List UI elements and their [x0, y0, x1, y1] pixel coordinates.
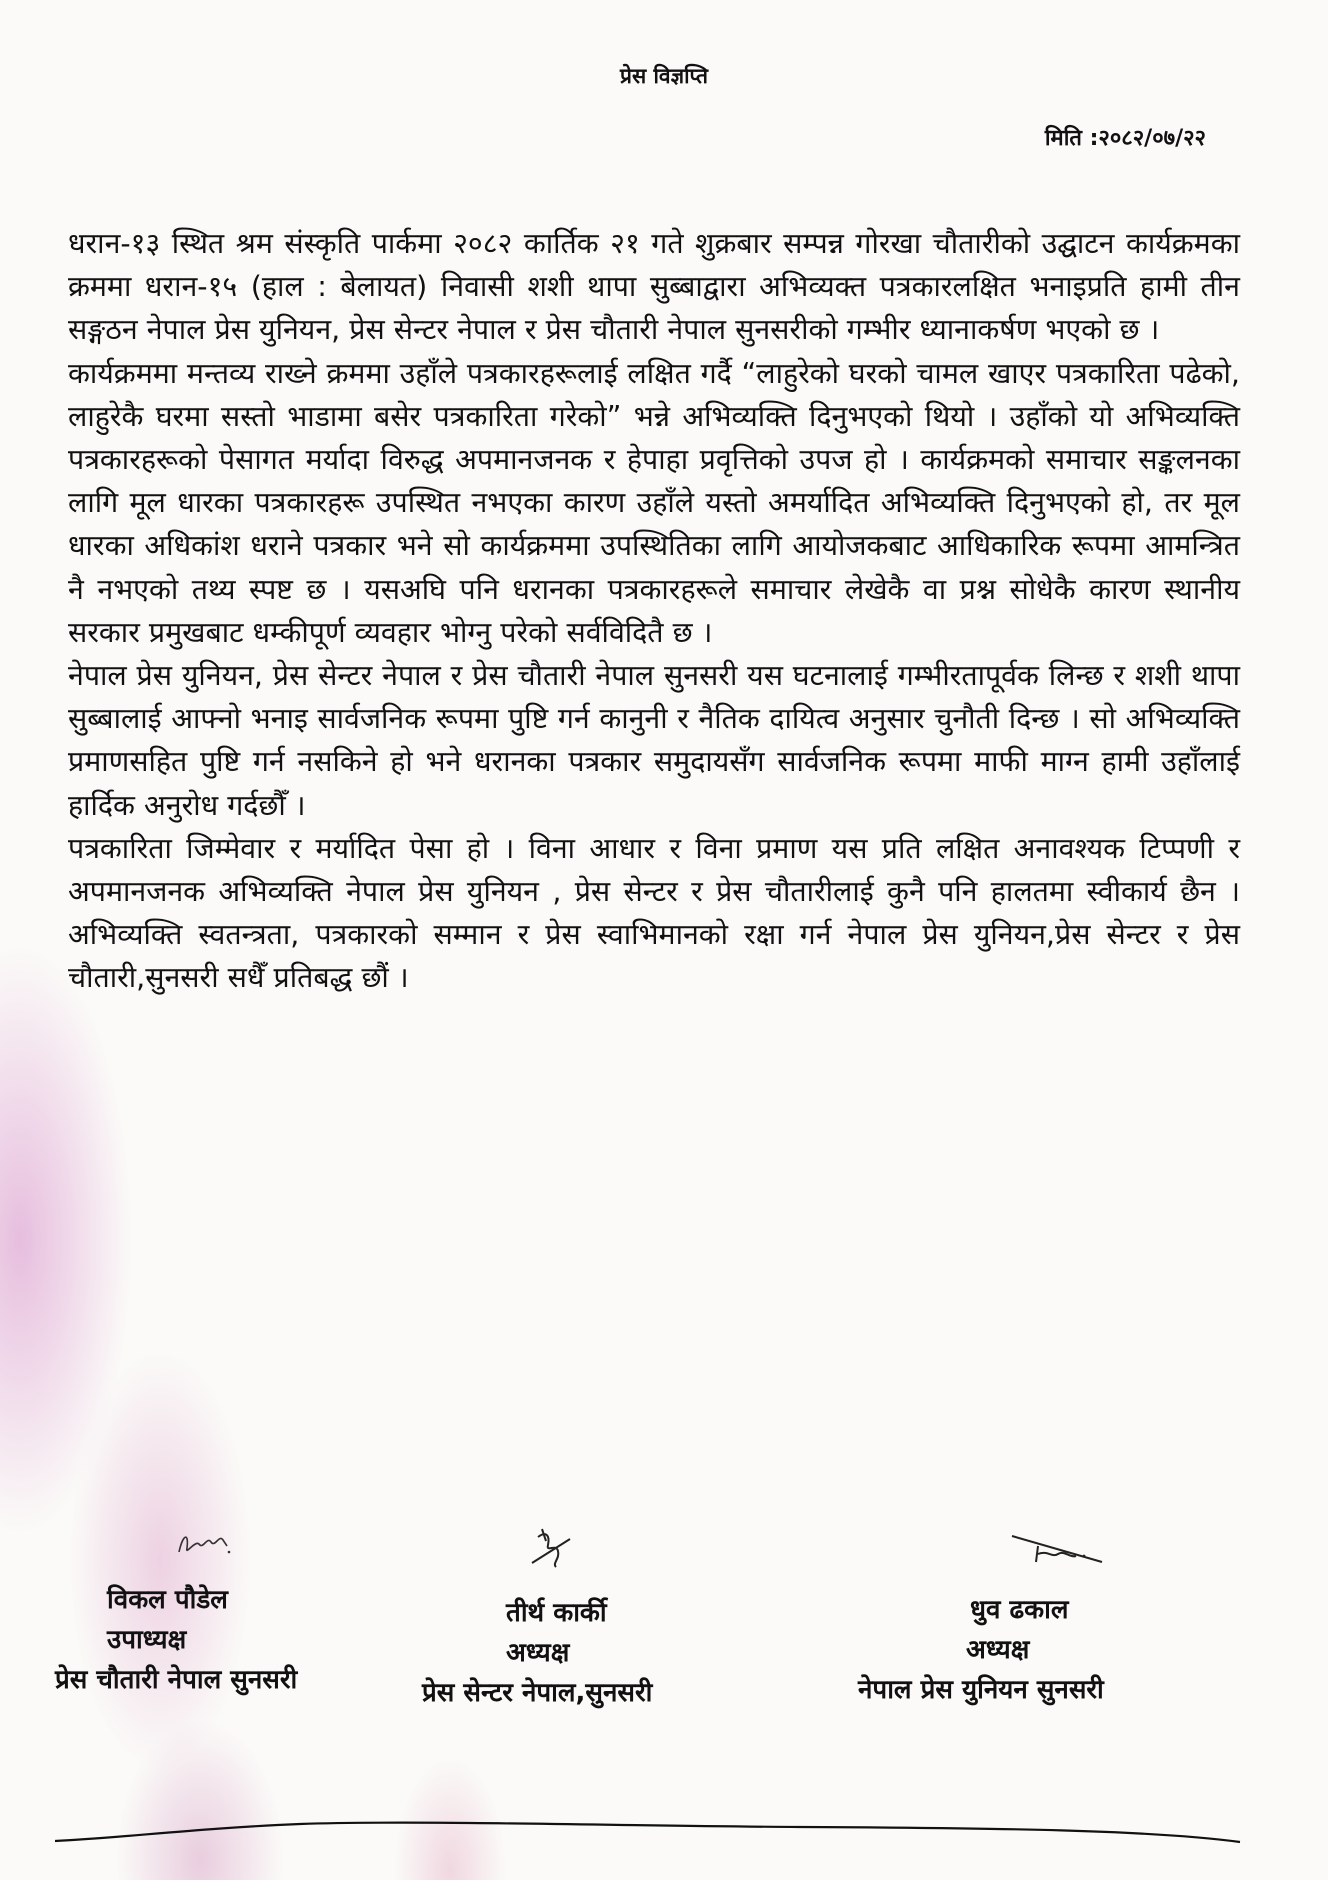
paragraph-2: कार्यक्रममा मन्तव्य राख्ने क्रममा उहाँले पत्रकारहरूलाई लक्षित गर्दै “लाहुरेको घरको चामल खाएर पत्रकारिता पढेको, लाहुरेकै घरमा सस्तो भाडामा बसेर पत्रकारिता गरेको” भन्ने अभिव्यक्ति दिनुभएको थियो । उहाँको यो अभिव्यक्ति पत्रकारहरूको पेसागत मर्यादा विरुद्ध अपमानजनक र हेपाहा प्रवृत्तिको उपज हो । कार्यक्रमको समाचार सङ्कलनका लागि मूल धारका पत्रकारहरू उपस्थित नभएका कारण उहाँले यस्तो अमर्यादित अभिव्यक्ति दिनुभएको हो, तर मूल धारका अधिकांश धराने पत्रकार भने सो कार्यक्रममा उपस्थितिका लागि आयोजकबाट आधिकारिक रूपमा आमन्त्रित नै नभएको तथ्य स्पष्ट छ । यसअघि पनि धरानका पत्रकारहरूले समाचार लेखेकै वा प्रश्न सोधेकै कारण स्थानीय सरकार प्रमुखबाट धम्कीपूर्ण व्यवहार भोग्नु परेको सर्वविदितै छ ।: [68, 356, 1240, 649]
paragraph-4: पत्रकारिता जिम्मेवार र मर्यादित पेसा हो । विना आधार र विना प्रमाण यस प्रति लक्षित अनावश्यक टिप्पणी र अपमानजनक अभिव्यक्ति नेपाल प्रेस युनियन , प्रेस सेन्टर र प्रेस चौतारीलाई कुनै पनि हालतमा स्वीकार्य छैन । अभिव्यक्ति स्वतन्त्रता, पत्रकारको सम्मान र प्रेस स्वाभिमानको रक्षा गर्न नेपाल प्रेस युनियन,प्रेस सेन्टर र प्रेस चौतारी,सुनसरी सधैँ प्रतिबद्ध छौं ।: [68, 831, 1240, 995]
signatory-1-name: विकल पौडेल: [107, 1585, 228, 1615]
signatory-1-organization: प्रेस चौतारी नेपाल सुनसरी: [55, 1665, 298, 1695]
signatory-3-position: अध्यक्ष: [966, 1635, 1030, 1665]
signatory-2-position: अध्यक्ष: [506, 1638, 570, 1668]
document-body: [68, 222, 1240, 1000]
document-date: मिति :२०८२/०७/२२: [1044, 126, 1206, 151]
signatory-3-name: धुव ढकाल: [970, 1595, 1069, 1625]
signature-2-icon: [528, 1523, 578, 1573]
signatory-1-position: उपाध्यक्ष: [107, 1625, 187, 1655]
signatory-2-name: तीर्थ कार्की: [506, 1598, 607, 1628]
signatory-3-organization: नेपाल प्रेस युनियन सुनसरी: [858, 1675, 1104, 1705]
signature-3-icon: [1008, 1532, 1108, 1572]
signatory-2: [422, 1515, 742, 1713]
signature-1-icon: [173, 1526, 233, 1562]
signatory-3: [858, 1520, 1198, 1710]
paragraph-3: नेपाल प्रेस युनियन, प्रेस सेन्टर नेपाल र प्रेस चौतारी नेपाल सुनसरी यस घटनालाई गम्भीरतापूर्वक लिन्छ र शशी थापा सुब्बालाई आफ्नो भनाइ सार्वजनिक रूपमा पुष्टि गर्न कानुनी र नैतिक दायित्व अनुसार चुनौती दिन्छ । सो अभिव्यक्ति प्रमाणसहित पुष्टि गर्न नसकिने हो भने धरानका पत्रकार समुदायसँग सार्वजनिक रूपमा माफी माग्न हामी उहाँलाई हार्दिक अनुरोध गर्दछौँ ।: [68, 659, 1240, 822]
paragraph-1: धरान-१३ स्थित श्रम संस्कृति पार्कमा २०८२ कार्तिक २१ गते शुक्रबार सम्पन्न गोरखा चौतारीको उद्घाटन कार्यक्रमका क्रममा धरान-१५ (हाल : बेलायत) निवासी शशी थापा सुब्बाद्वारा अभिव्यक्त पत्रकारलक्षित भनाइप्रति हामी तीन सङ्गठन नेपाल प्रेस युनियन, प्रेस सेन्टर नेपाल र प्रेस चौतारी नेपाल सुनसरीको गम्भीर ध्यानाकर्षण भएको छ ।: [68, 227, 1240, 347]
document-title: प्रेस विज्ञप्ति: [620, 64, 708, 88]
signatory-2-organization: प्रेस सेन्टर नेपाल,सुनसरी: [422, 1678, 653, 1708]
signatory-1: [55, 1540, 415, 1700]
bottom-rule-divider: [0, 1780, 1328, 1880]
